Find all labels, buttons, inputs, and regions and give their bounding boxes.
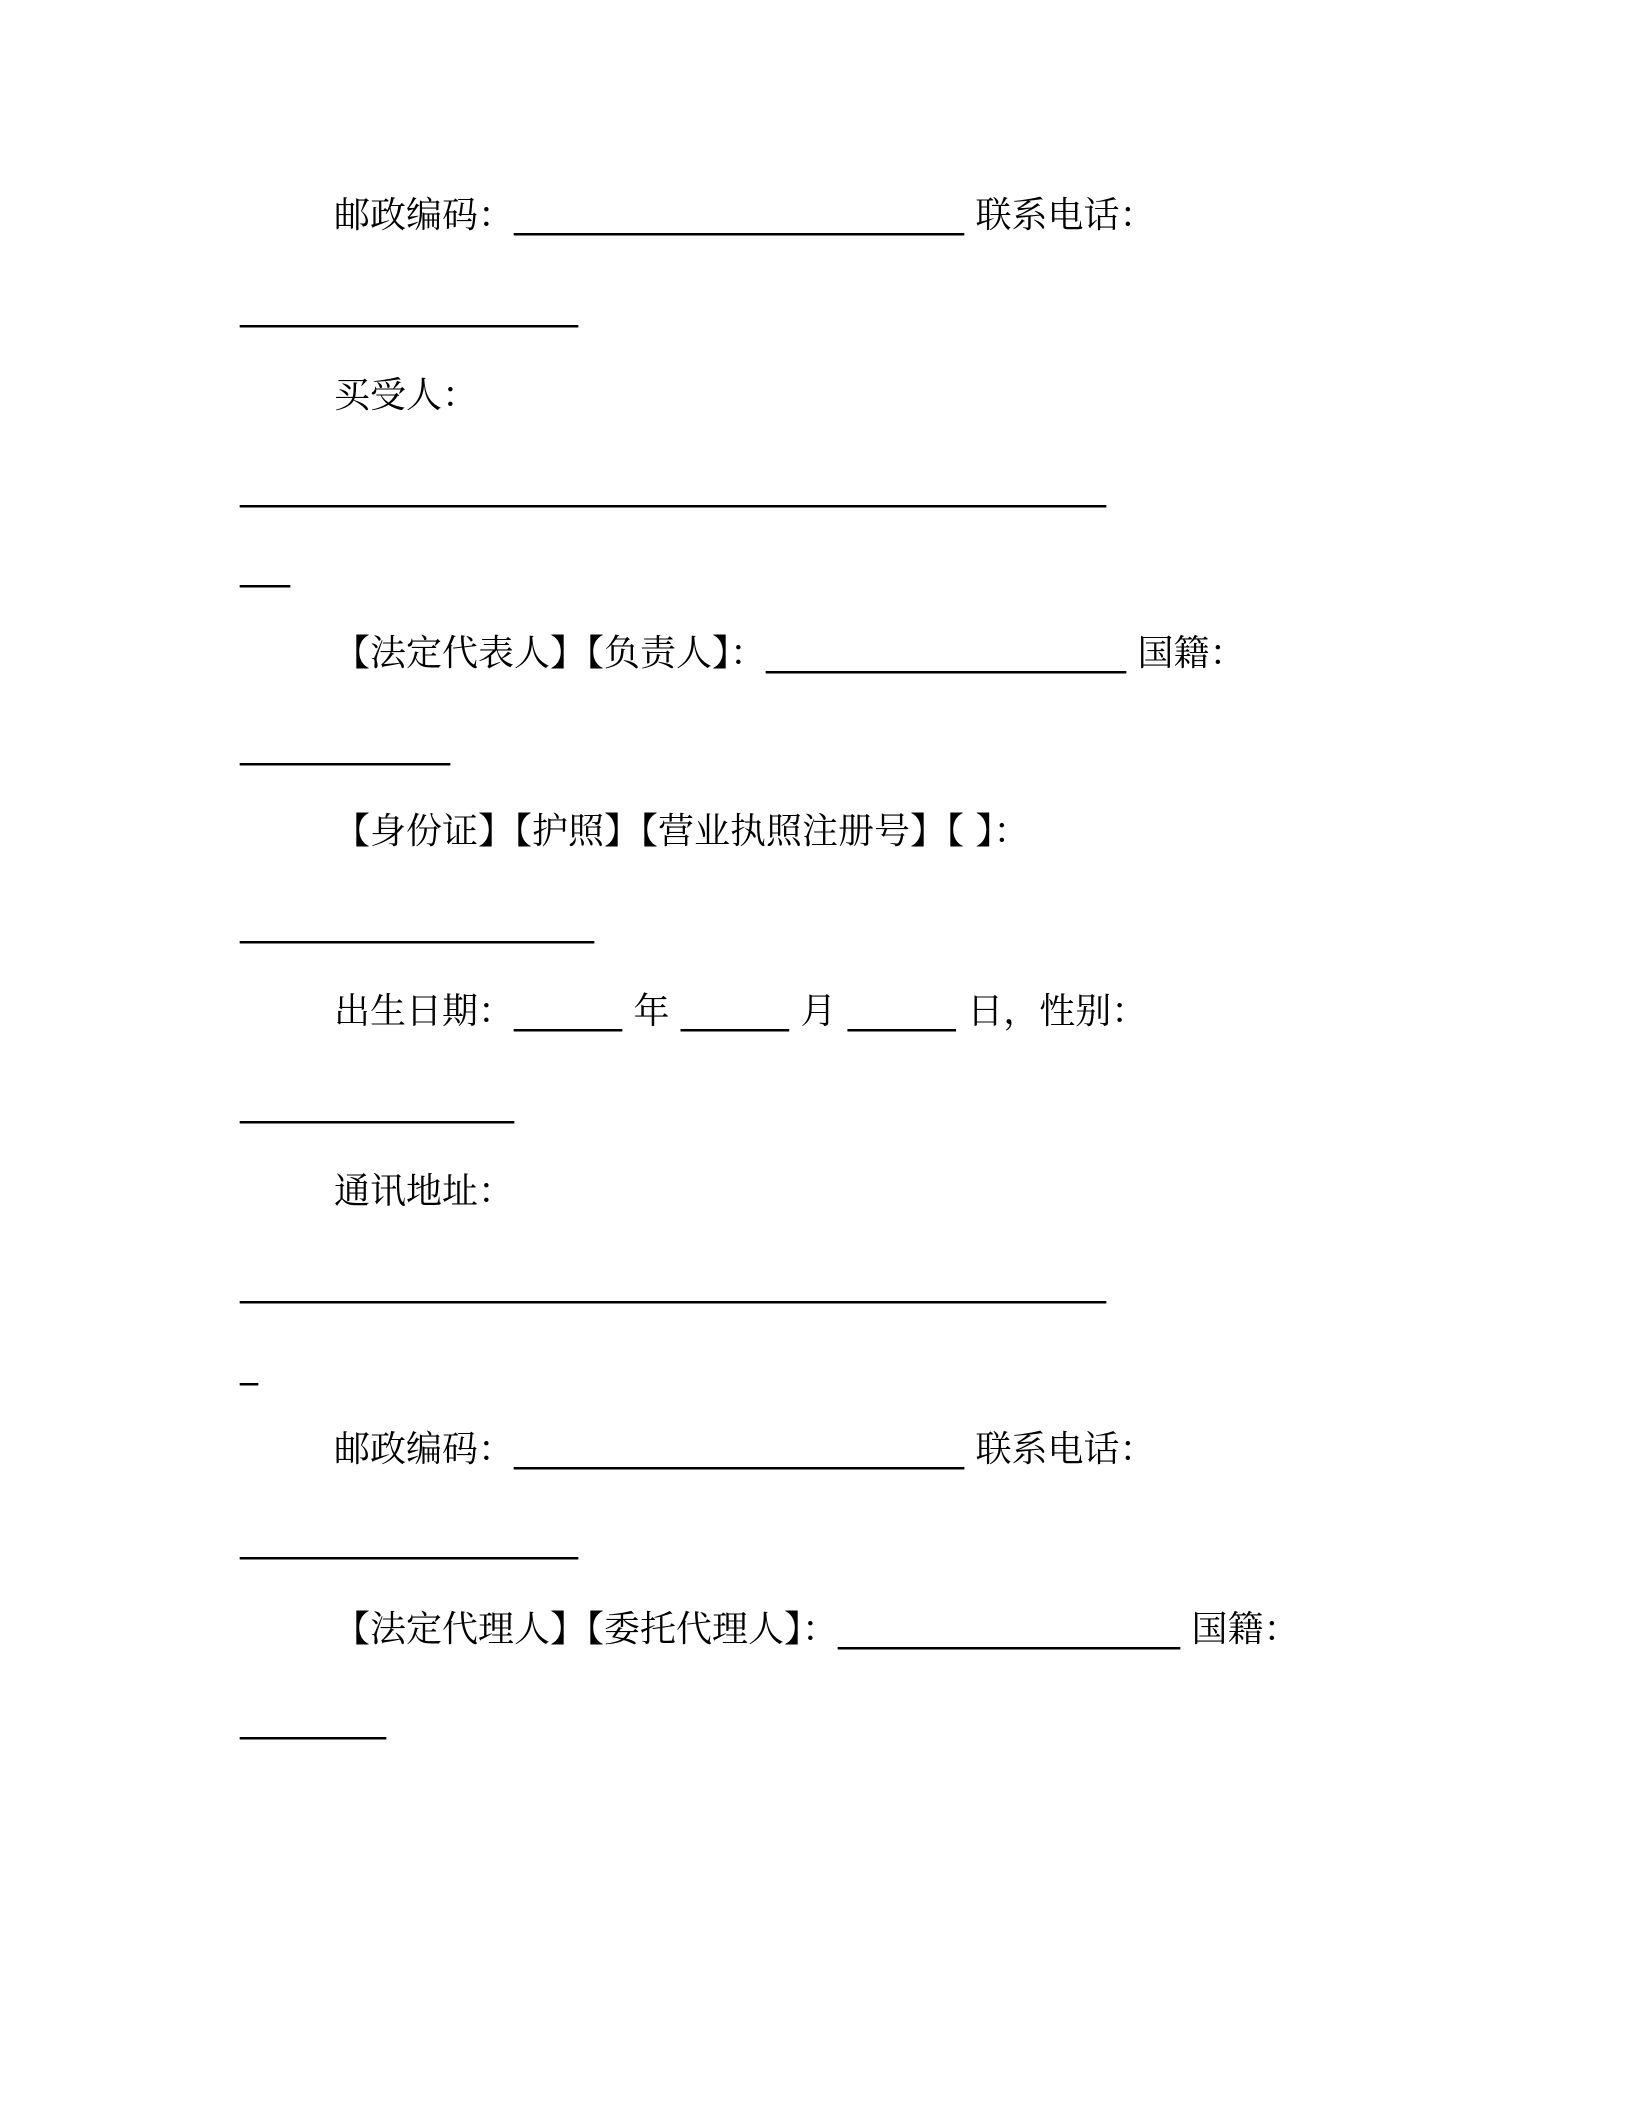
- buyer-blank: ______________________________________________________: [240, 467, 1104, 508]
- buyer-blank-continued: ___: [240, 547, 288, 588]
- seller-phone-blank: _____________________: [240, 287, 576, 328]
- address-blank: ______________________________________________________: [240, 1263, 1104, 1304]
- agent-line: 【法定代理人】【委托代理人】：___________________ 国籍：: [334, 1609, 1300, 1650]
- buyer-label: 买受人：: [334, 375, 479, 416]
- gender-blank: _________________: [240, 1083, 512, 1124]
- legal-representative-line: 【法定代表人】【负责人】：____________________ 国籍：: [334, 633, 1246, 674]
- nationality-blank: _____________: [240, 725, 448, 766]
- birth-date-gender-line: 出生日期：______ 年 ______ 月 ______ 日，性别：: [334, 991, 1148, 1032]
- buyer-phone-blank: _____________________: [240, 1519, 576, 1560]
- address-label: 通讯地址：: [334, 1171, 515, 1212]
- address-blank-continued: _: [240, 1345, 256, 1386]
- buyer-postal-phone-line: 邮政编码：_________________________ 联系电话：: [334, 1429, 1156, 1470]
- id-document-line: 【身份证】【护照】【营业执照注册号】【 】：: [334, 811, 1030, 852]
- seller-postal-phone-line: 邮政编码：_________________________ 联系电话：: [334, 195, 1156, 236]
- id-number-blank: ______________________: [240, 903, 592, 944]
- agent-nationality-blank: _________: [240, 1699, 384, 1740]
